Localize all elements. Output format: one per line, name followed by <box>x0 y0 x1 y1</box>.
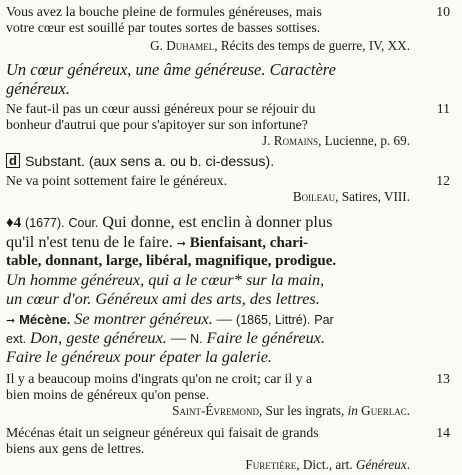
citation-11 <box>6 101 410 133</box>
sense-4-line <box>6 232 308 253</box>
sense-4-line <box>6 309 334 330</box>
definition-text: Qui donne, est enclin à donner plus <box>102 212 333 231</box>
citation-number: 10 <box>436 4 450 19</box>
punctuation: . <box>406 457 410 472</box>
citation-line: Ne faut-il pas un cœur aussi généreux pour se réjouir du <box>6 101 316 116</box>
citation-source <box>150 38 410 54</box>
author-name: J. Romains <box>262 133 319 148</box>
synonym: Bienfaisant, chari- <box>189 235 309 251</box>
usage-label: N. <box>190 332 203 346</box>
citation-source <box>262 133 410 149</box>
citation-12 <box>6 173 410 189</box>
work-author: Guerlac <box>361 403 407 418</box>
arrow-right-icon: ➞ <box>6 314 16 327</box>
sense-4-line <box>6 270 324 290</box>
work-title: , Satires, VIII. <box>335 189 410 204</box>
example-phrase: un cœur d'or. Généreux ami des arts, des lettres. <box>6 289 320 308</box>
work-title: , Dict., art. <box>296 457 356 472</box>
sense-4-line <box>6 328 325 349</box>
citation-line: Il y a beaucoup moins d'ingrats qu'on ne croit; car il y a <box>6 371 313 386</box>
citation-13 <box>6 371 410 403</box>
work-title: , Lucienne, p. 69. <box>318 133 410 148</box>
work-title-italic: Généreux <box>355 457 407 472</box>
section-label: Substant. (aux sens a. ou b. ci-dessus). <box>24 154 275 170</box>
example-phrase: Un cœur généreux, une âme généreuse. Caractère <box>6 60 336 79</box>
work-title: , Sur les ingrats, <box>258 403 348 418</box>
work-in: in <box>347 403 358 418</box>
sense-4-line <box>6 347 272 367</box>
citation-line: bien moins de généreux qu'on pense. <box>6 387 210 402</box>
citation-number: 12 <box>436 173 450 188</box>
citation-line: biens aux gens de lettres. <box>6 441 145 456</box>
sense-date: (1677). <box>25 216 65 230</box>
example-phrase: Don, geste généreux. <box>30 328 167 347</box>
citation-source <box>245 457 410 473</box>
work-title: , Récits des temps de guerre, IV, XX. <box>214 38 410 53</box>
sense-4-line <box>6 289 320 309</box>
citation-line: Vous avez la bouche pleine de formules généreuses, mais <box>6 4 322 19</box>
author-name: G. Duhamel <box>150 38 215 53</box>
citation-10 <box>6 4 410 36</box>
citation-number: 13 <box>436 371 450 386</box>
arrow-right-icon: ➞ <box>176 237 186 250</box>
citation-number: 14 <box>436 425 450 440</box>
citation-line: Ne va point sottement faire le généreux. <box>6 173 228 188</box>
synonym: Mécène. <box>19 312 71 327</box>
example-phrase: Un homme généreux, qui a le cœur* sur la main, <box>6 270 325 289</box>
citation-line: votre cœur est souillé par toutes sortes de basses sottises. <box>6 20 321 35</box>
section-d <box>6 153 274 171</box>
citation-line: Mécénas était un seigneur généreux qui faisait de grands <box>6 425 319 440</box>
usage-label: Par <box>314 313 334 327</box>
sense-marker: ♦4 <box>6 215 22 231</box>
punctuation: . <box>406 403 410 418</box>
usage-label: ext. <box>6 332 27 346</box>
author-name: Furetière <box>245 457 297 472</box>
dash: — <box>216 311 233 328</box>
sense-4-line <box>6 251 336 271</box>
author-name: Boileau <box>292 189 336 204</box>
example-phrase: Se montrer généreux. <box>74 309 213 328</box>
citation-line: bonheur d'autrui que pour s'apitoyer sur son infortune? <box>6 117 308 132</box>
example-phrase: Faire le généreux pour épater la galerie. <box>6 347 273 366</box>
citation-source <box>293 189 410 205</box>
sense-4-line <box>6 212 332 233</box>
citation-14 <box>6 425 410 457</box>
author-name: Saint-Évremond <box>172 403 259 418</box>
synonym: table, donnant, large, libéral, magnifique, prodigue. <box>6 253 337 269</box>
dash: — <box>170 330 187 347</box>
example-phrase: Faire le généreux. <box>206 328 326 347</box>
section-letter-box: d <box>6 153 20 168</box>
definition-text: qu'il n'est tenu de le faire. <box>6 232 173 251</box>
example-phrase: généreux. <box>6 79 70 98</box>
citation-source <box>172 403 410 419</box>
usage-domain: Cour. <box>68 216 99 230</box>
sense-date: (1865, Littré). <box>236 313 311 327</box>
citation-number: 11 <box>436 101 450 116</box>
